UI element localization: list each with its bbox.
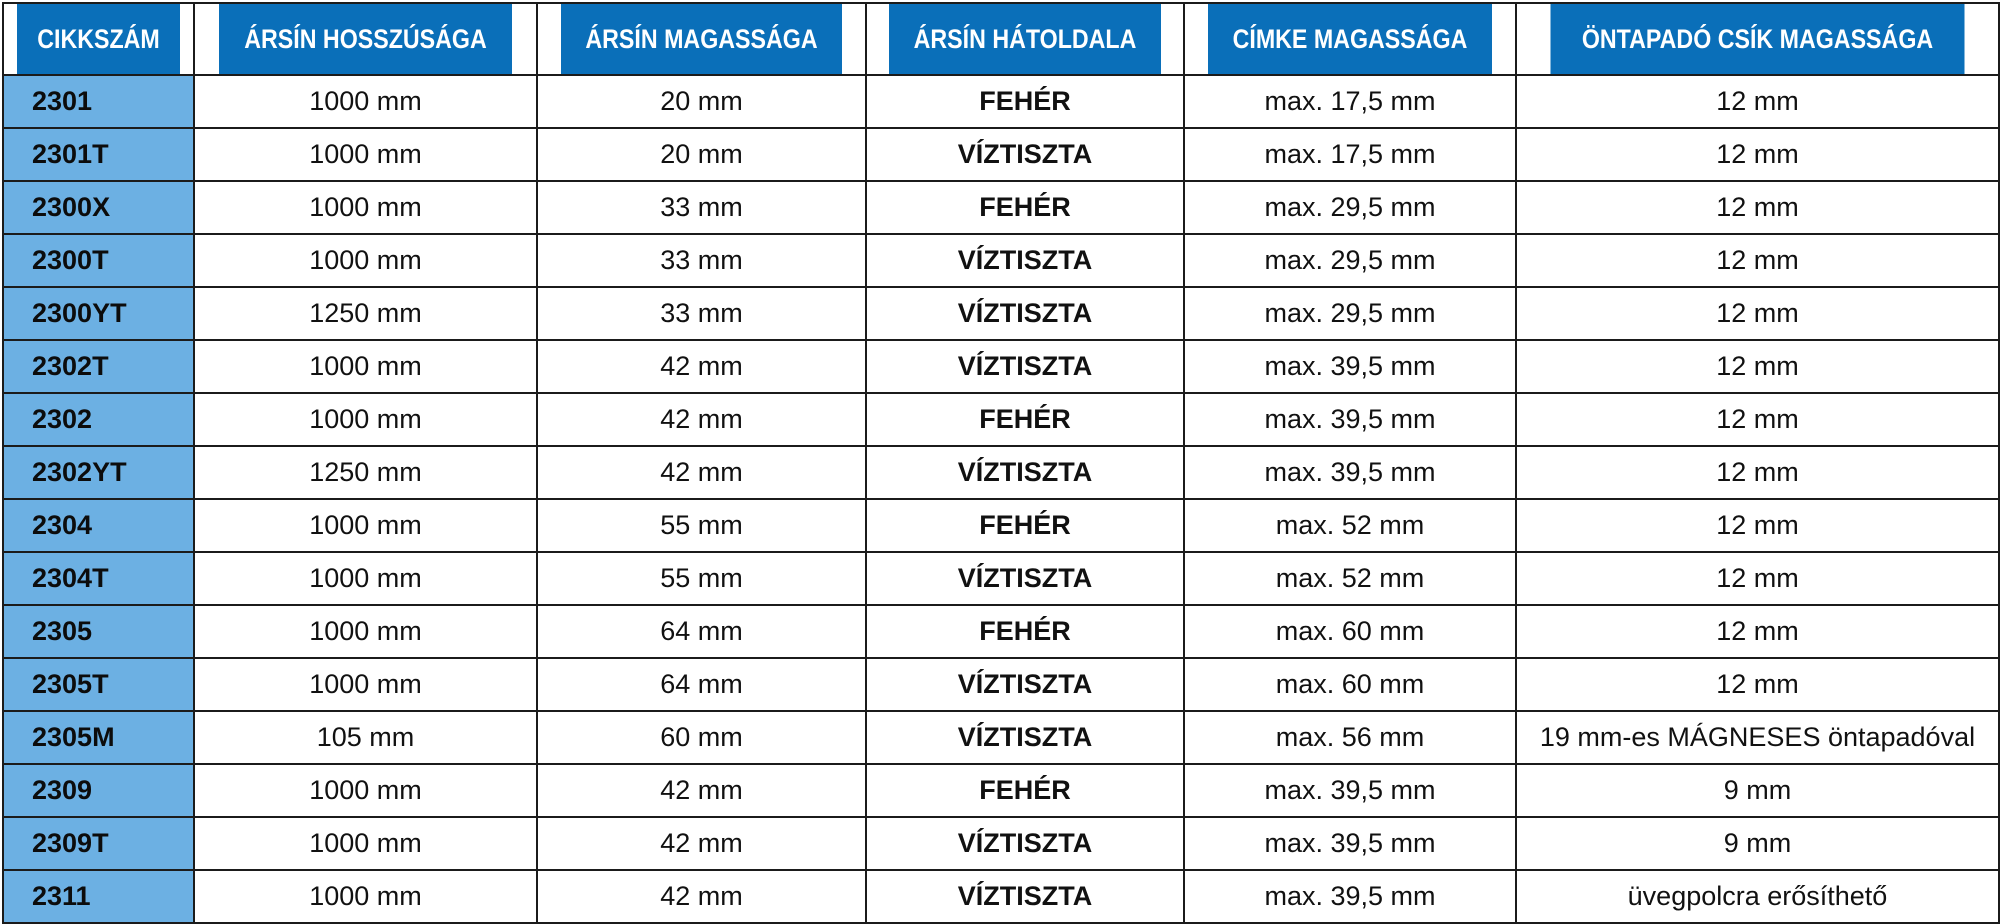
length-cell: 1250 mm [194,446,537,499]
code-cell: 2302YT [3,446,194,499]
table-row [3,552,1999,605]
back-cell: FEHÉR [866,499,1184,552]
table-row [3,764,1999,817]
height-cell: 20 mm [537,75,866,128]
length-cell: 1000 mm [194,658,537,711]
length-cell: 1000 mm [194,552,537,605]
code-cell: 2301 [3,75,194,128]
label-height-cell: max. 60 mm [1184,658,1516,711]
code-cell: 2304T [3,552,194,605]
code-cell: 2305M [3,711,194,764]
height-cell: 33 mm [537,287,866,340]
code-cell: 2311 [3,870,194,923]
back-cell: FEHÉR [866,181,1184,234]
label-height-cell: max. 39,5 mm [1184,340,1516,393]
code-cell: 2300YT [3,287,194,340]
strip-height-cell: 12 mm [1516,393,1999,446]
strip-height-cell: 12 mm [1516,605,1999,658]
back-cell: VÍZTISZTA [866,287,1184,340]
back-cell: FEHÉR [866,393,1184,446]
label-height-cell: max. 39,5 mm [1184,446,1516,499]
table-row [3,817,1999,870]
height-cell: 42 mm [537,340,866,393]
back-cell: VÍZTISZTA [866,234,1184,287]
label-height-cell: max. 39,5 mm [1184,817,1516,870]
back-cell: VÍZTISZTA [866,446,1184,499]
code-cell: 2304 [3,499,194,552]
header-cell-height: ÁRSÍN MAGASSÁGA [560,3,843,75]
length-cell: 1000 mm [194,817,537,870]
code-cell: 2305T [3,658,194,711]
back-cell: FEHÉR [866,75,1184,128]
strip-height-cell: 12 mm [1516,658,1999,711]
length-cell: 105 mm [194,711,537,764]
length-cell: 1000 mm [194,605,537,658]
table-row [3,870,1999,923]
strip-height-cell: 12 mm [1516,287,1999,340]
strip-height-cell: 9 mm [1516,764,1999,817]
code-cell: 2301T [3,128,194,181]
length-cell: 1000 mm [194,764,537,817]
code-cell: 2309T [3,817,194,870]
table-row [3,658,1999,711]
height-cell: 60 mm [537,711,866,764]
header-cell-strip-height: ÖNTAPADÓ CSÍK MAGASSÁGA [1550,3,1965,75]
label-height-cell: max. 39,5 mm [1184,393,1516,446]
height-cell: 20 mm [537,128,866,181]
code-cell: 2302 [3,393,194,446]
table-row [3,75,1999,128]
header-cell-code: CIKKSZÁM [16,3,180,75]
back-cell: FEHÉR [866,605,1184,658]
back-cell: VÍZTISZTA [866,817,1184,870]
product-spec-table [2,2,2000,924]
table-row [3,711,1999,764]
label-height-cell: max. 52 mm [1184,552,1516,605]
label-height-cell: max. 56 mm [1184,711,1516,764]
height-cell: 64 mm [537,658,866,711]
height-cell: 42 mm [537,446,866,499]
strip-height-cell: 12 mm [1516,446,1999,499]
strip-height-cell: 12 mm [1516,181,1999,234]
height-cell: 55 mm [537,499,866,552]
length-cell: 1000 mm [194,75,537,128]
length-cell: 1000 mm [194,128,537,181]
height-cell: 42 mm [537,870,866,923]
height-cell: 42 mm [537,764,866,817]
code-cell: 2305 [3,605,194,658]
length-cell: 1000 mm [194,234,537,287]
length-cell: 1000 mm [194,870,537,923]
table-row [3,181,1999,234]
table-row [3,605,1999,658]
table-row [3,340,1999,393]
back-cell: VÍZTISZTA [866,711,1184,764]
table-row [3,287,1999,340]
header-cell-back: ÁRSÍN HÁTOLDALA [888,3,1161,75]
length-cell: 1000 mm [194,499,537,552]
height-cell: 55 mm [537,552,866,605]
strip-height-cell: 12 mm [1516,340,1999,393]
label-height-cell: max. 60 mm [1184,605,1516,658]
back-cell: VÍZTISZTA [866,658,1184,711]
height-cell: 33 mm [537,181,866,234]
label-height-cell: max. 17,5 mm [1184,128,1516,181]
code-cell: 2302T [3,340,194,393]
label-height-cell: max. 17,5 mm [1184,75,1516,128]
label-height-cell: max. 39,5 mm [1184,870,1516,923]
header-row [3,3,1999,75]
height-cell: 64 mm [537,605,866,658]
table-body [3,75,1999,923]
back-cell: FEHÉR [866,764,1184,817]
label-height-cell: max. 39,5 mm [1184,764,1516,817]
length-cell: 1250 mm [194,287,537,340]
back-cell: VÍZTISZTA [866,128,1184,181]
header-cell-label-height: CÍMKE MAGASSÁGA [1207,3,1493,75]
strip-height-cell: 12 mm [1516,75,1999,128]
table-row [3,393,1999,446]
label-height-cell: max. 52 mm [1184,499,1516,552]
label-height-cell: max. 29,5 mm [1184,287,1516,340]
table-row [3,128,1999,181]
strip-height-cell: 12 mm [1516,499,1999,552]
strip-height-cell: 9 mm [1516,817,1999,870]
table-row [3,234,1999,287]
length-cell: 1000 mm [194,181,537,234]
strip-height-cell: 12 mm [1516,128,1999,181]
back-cell: VÍZTISZTA [866,870,1184,923]
height-cell: 33 mm [537,234,866,287]
back-cell: VÍZTISZTA [866,340,1184,393]
height-cell: 42 mm [537,817,866,870]
label-height-cell: max. 29,5 mm [1184,181,1516,234]
code-cell: 2300X [3,181,194,234]
back-cell: VÍZTISZTA [866,552,1184,605]
strip-height-cell: üvegpolcra erősíthető [1516,870,1999,923]
header-cell-length: ÁRSÍN HOSSZÚSÁGA [218,3,513,75]
height-cell: 42 mm [537,393,866,446]
length-cell: 1000 mm [194,340,537,393]
strip-height-cell: 12 mm [1516,552,1999,605]
strip-height-cell: 12 mm [1516,234,1999,287]
code-cell: 2309 [3,764,194,817]
table-row [3,499,1999,552]
code-cell: 2300T [3,234,194,287]
table-row [3,446,1999,499]
label-height-cell: max. 29,5 mm [1184,234,1516,287]
length-cell: 1000 mm [194,393,537,446]
strip-height-cell: 19 mm-es MÁGNESES öntapadóval [1516,711,1999,764]
